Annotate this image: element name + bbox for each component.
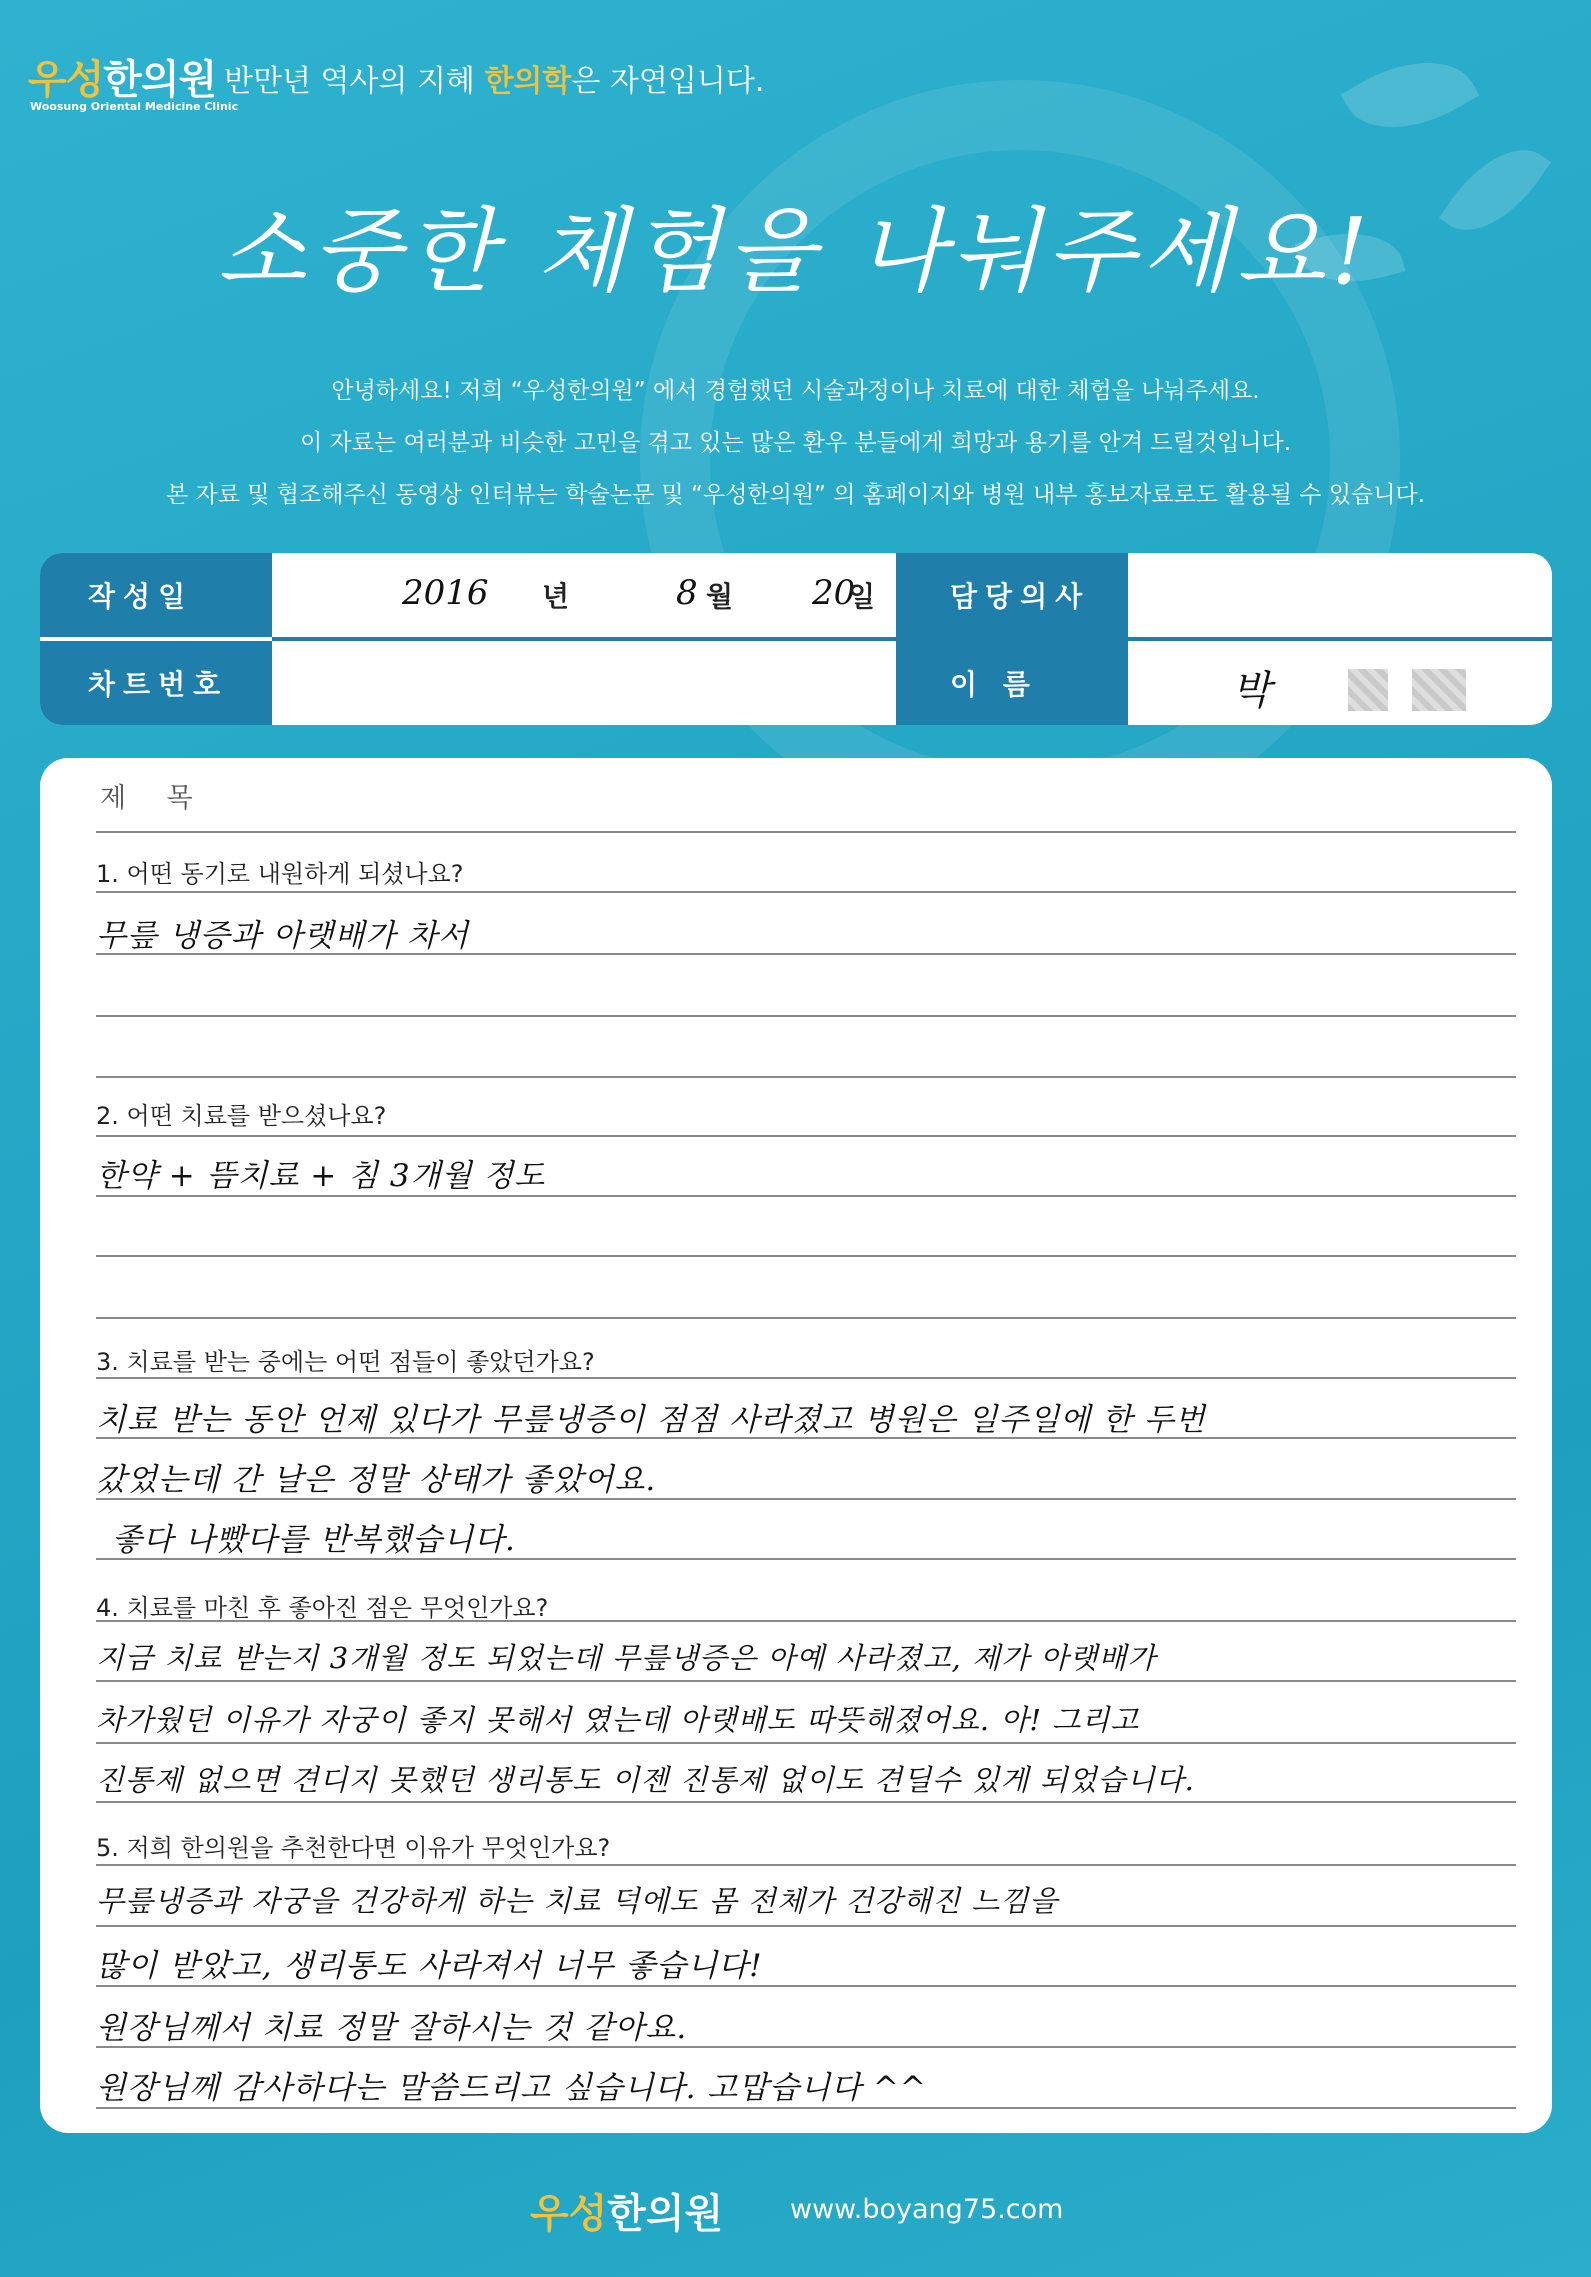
ruled-line: [96, 1558, 1516, 1560]
month-value: 8: [676, 573, 698, 613]
name-label: 이 름: [896, 641, 1128, 725]
year-unit: 년: [542, 580, 570, 613]
ruled-line: [96, 831, 1516, 833]
intro-line: 본 자료 및 협조해주신 동영상 인터뷰는 학술논문 및 “우성한의원” 의 홈페이지와 병원 내부 홍보자료로도 활용될 수 있습니다.: [165, 482, 1426, 508]
year-value: 2016: [402, 573, 489, 613]
ruled-line: [96, 1925, 1516, 1927]
ruled-line: [96, 1864, 1516, 1866]
slogan: 반만년 역사의 지혜 한의학은 자연입니다.: [224, 64, 765, 99]
chart-number-field[interactable]: [272, 641, 896, 725]
ruled-line: [96, 1620, 1516, 1622]
page-title: 소중한 체험을 나눠주세요!: [216, 198, 1375, 305]
month-unit: 월: [706, 580, 734, 613]
name-field[interactable]: [1128, 641, 1552, 725]
footer-logo: 우성한의원: [530, 2191, 724, 2237]
doctor-field[interactable]: [1128, 553, 1552, 637]
ruled-line: [96, 1317, 1516, 1319]
day-unit: 일: [848, 580, 876, 613]
clinic-logo: 우성한의원: [28, 57, 217, 103]
answer-line: 원장님께 감사하다는 말씀드리고 싶습니다. 고맙습니다 ^^: [96, 2070, 927, 2106]
answer-line: 갔었는데 간 날은 정말 상태가 좋았어요.: [96, 1462, 657, 1498]
testimonial-form: [40, 758, 1552, 2133]
ruled-line: [96, 1015, 1516, 1017]
clinic-logo-subtitle: Woosung Oriental Medicine Clinic: [30, 100, 239, 113]
header: [28, 48, 1028, 118]
question-3: 3. 치료를 받는 중에는 어떤 점들이 좋았던가요?: [96, 1348, 595, 1376]
answer-line: 무릎냉증과 자궁을 건강하게 하는 치료 덕에도 몸 전체가 건강해진 느낌을: [96, 1884, 1059, 1918]
answer-line: 무릎 냉증과 아랫배가 차서: [96, 918, 469, 954]
ruled-line: [96, 1135, 1516, 1137]
ruled-line: [96, 1801, 1516, 1803]
intro-line: 안녕하세요! 저희 “우성한의원” 에서 경험했던 시술과정이나 치료에 대한 체험을 나눠주세요.: [331, 378, 1260, 404]
question-5: 5. 저희 한의원을 추천한다면 이유가 무엇인가요?: [96, 1834, 611, 1862]
ruled-line: [96, 1377, 1516, 1379]
intro-line: 이 자료는 여러분과 비슷한 고민을 겪고 있는 많은 환우 분들에게 희망과 용기를 안겨 드릴것입니다.: [299, 430, 1292, 456]
ruled-line: [96, 1985, 1516, 1987]
answer-line: 한약 + 뜸치료 + 침 3개월 정도: [96, 1158, 546, 1194]
answer-line: 많이 받았고, 생리통도 사라져서 너무 좋습니다!: [96, 1948, 763, 1984]
doctor-label: 담당의사: [896, 553, 1128, 637]
ruled-line: [96, 891, 1516, 893]
intro-text: [0, 365, 1591, 521]
ruled-line: [96, 2107, 1516, 2109]
answer-line: 치료 받는 동안 언제 있다가 무릎냉증이 점점 사라졌고 병원은 일주일에 한 두번: [96, 1402, 1206, 1438]
ruled-line: [96, 1076, 1516, 1078]
question-2: 2. 어떤 치료를 받으셨나요?: [96, 1102, 387, 1130]
ruled-line: [96, 1680, 1516, 1682]
date-label: 작성일: [40, 553, 272, 637]
ruled-line: [96, 2046, 1516, 2048]
chart-number-label: 차트번호: [40, 641, 272, 725]
name-value: 박: [1232, 668, 1271, 714]
day-value: 20: [812, 573, 856, 613]
redacted-name: [1412, 669, 1466, 711]
ruled-line: [96, 1742, 1516, 1744]
title-label: 제 목: [100, 783, 209, 814]
ruled-line: [96, 1195, 1516, 1197]
leaf-decoration: [1341, 35, 1480, 156]
answer-line: 지금 치료 받는지 3개월 정도 되었는데 무릎냉증은 아예 사라졌고, 제가 아랫배가: [96, 1641, 1157, 1675]
info-table: [40, 553, 1552, 725]
answer-line: 차가웠던 이유가 자궁이 좋지 못해서 였는데 아랫배도 따뜻해졌어요. 아! 그리고: [96, 1703, 1140, 1737]
website-link[interactable]: www.boyang75.com: [790, 2194, 1064, 2225]
question-1: 1. 어떤 동기로 내원하게 되셨나요?: [96, 860, 464, 888]
answer-line: 좋다 나빴다를 반복했습니다.: [112, 1522, 516, 1558]
ruled-line: [96, 953, 1516, 955]
redacted-name: [1348, 669, 1388, 711]
ruled-line: [96, 1498, 1516, 1500]
ruled-line: [96, 1255, 1516, 1257]
question-4: 4. 치료를 마친 후 좋아진 점은 무엇인가요?: [96, 1594, 549, 1622]
date-field[interactable]: [272, 553, 896, 637]
ruled-line: [96, 1437, 1516, 1439]
answer-line: 원장님께서 치료 정말 잘하시는 것 같아요.: [96, 2010, 688, 2046]
footer: [0, 2182, 1591, 2242]
answer-line: 진통제 없으면 견디지 못했던 생리통도 이젠 진통제 없이도 견딜수 있게 되었습니다.: [96, 1763, 1195, 1797]
